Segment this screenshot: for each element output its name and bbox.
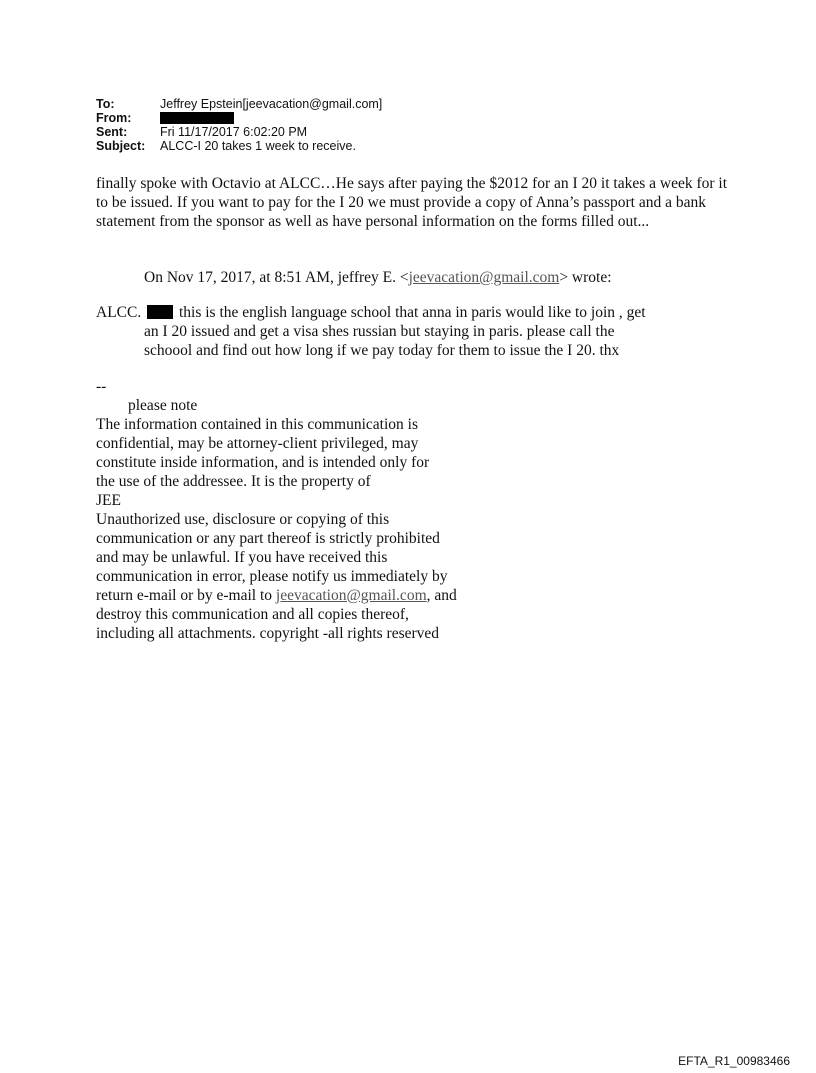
subject-label: Subject: [96,139,146,153]
quoted-line-3: schoool and find out how long if we pay today for them to issue the I 20. thx [144,342,620,359]
signature-line: JEE [96,492,121,509]
quote-intro-before: On Nov 17, 2017, at 8:51 AM, jeffrey E. < [144,269,409,286]
message-body: finally spoke with Octavio at ALCC…He says after paying the $2012 for an I 20 it takes a week for it to be issued. If you want to pay for the I 20 we must provide a copy of Anna’s passport and a bank statement from the sponsor as well as have personal information on the forms filled out... [96,175,728,230]
signature-line: The information contained in this communication is [96,416,418,433]
quoted-redaction-bar [147,305,173,319]
signature-line: including all attachments. copyright -all rights reserved [96,625,440,642]
quoted-line-1 [96,303,696,322]
subject-value: ALCC-I 20 takes 1 week to receive. [160,139,356,153]
signature-line: the use of the addressee. It is the property of [96,473,371,490]
signature-line: constitute inside information, and is intended only for [96,454,430,471]
return-before: return e-mail or by e-mail to [96,587,276,604]
sent-value: Fri 11/17/2017 6:02:20 PM [160,125,308,139]
from-label: From: [96,111,132,125]
signature-line: Unauthorized use, disclosure or copying of this [96,511,390,528]
signature-line: destroy this communication and all copies thereof, [96,606,409,623]
to-label: To: [96,97,115,111]
quote-email-link[interactable]: jeevacation@gmail.com [408,269,560,286]
signature-dashes: -- [96,378,107,395]
quote-intro [144,268,612,287]
return-after: , and [426,587,457,604]
quote-intro-after: > wrote: [559,269,612,286]
sent-label: Sent: [96,125,128,139]
signature-line: communication in error, please notify us immediately by [96,568,448,585]
quoted-line-2: an I 20 issued and get a visa shes russian but staying in paris. please call the [144,323,615,340]
signature-return-line [96,586,516,605]
to-value: Jeffrey Epstein[jeevacation@gmail.com] [160,97,383,111]
signature-line: confidential, may be attorney-client privileged, may [96,435,419,452]
signature-line: communication or any part thereof is strictly prohibited [96,530,440,547]
please-note: please note [128,397,198,414]
signature-email-link[interactable]: jeevacation@gmail.com [275,587,427,604]
alcc-prefix: ALCC. [96,304,142,321]
signature-block [96,377,516,643]
document-id: EFTA_R1_00983466 [678,1054,790,1068]
from-redaction-bar [160,112,234,124]
quoted-line-1-rest: this is the english language school that anna in paris would like to join , get [178,304,646,321]
signature-line: and may be unlawful. If you have received this [96,549,388,566]
quoted-message [96,303,696,360]
